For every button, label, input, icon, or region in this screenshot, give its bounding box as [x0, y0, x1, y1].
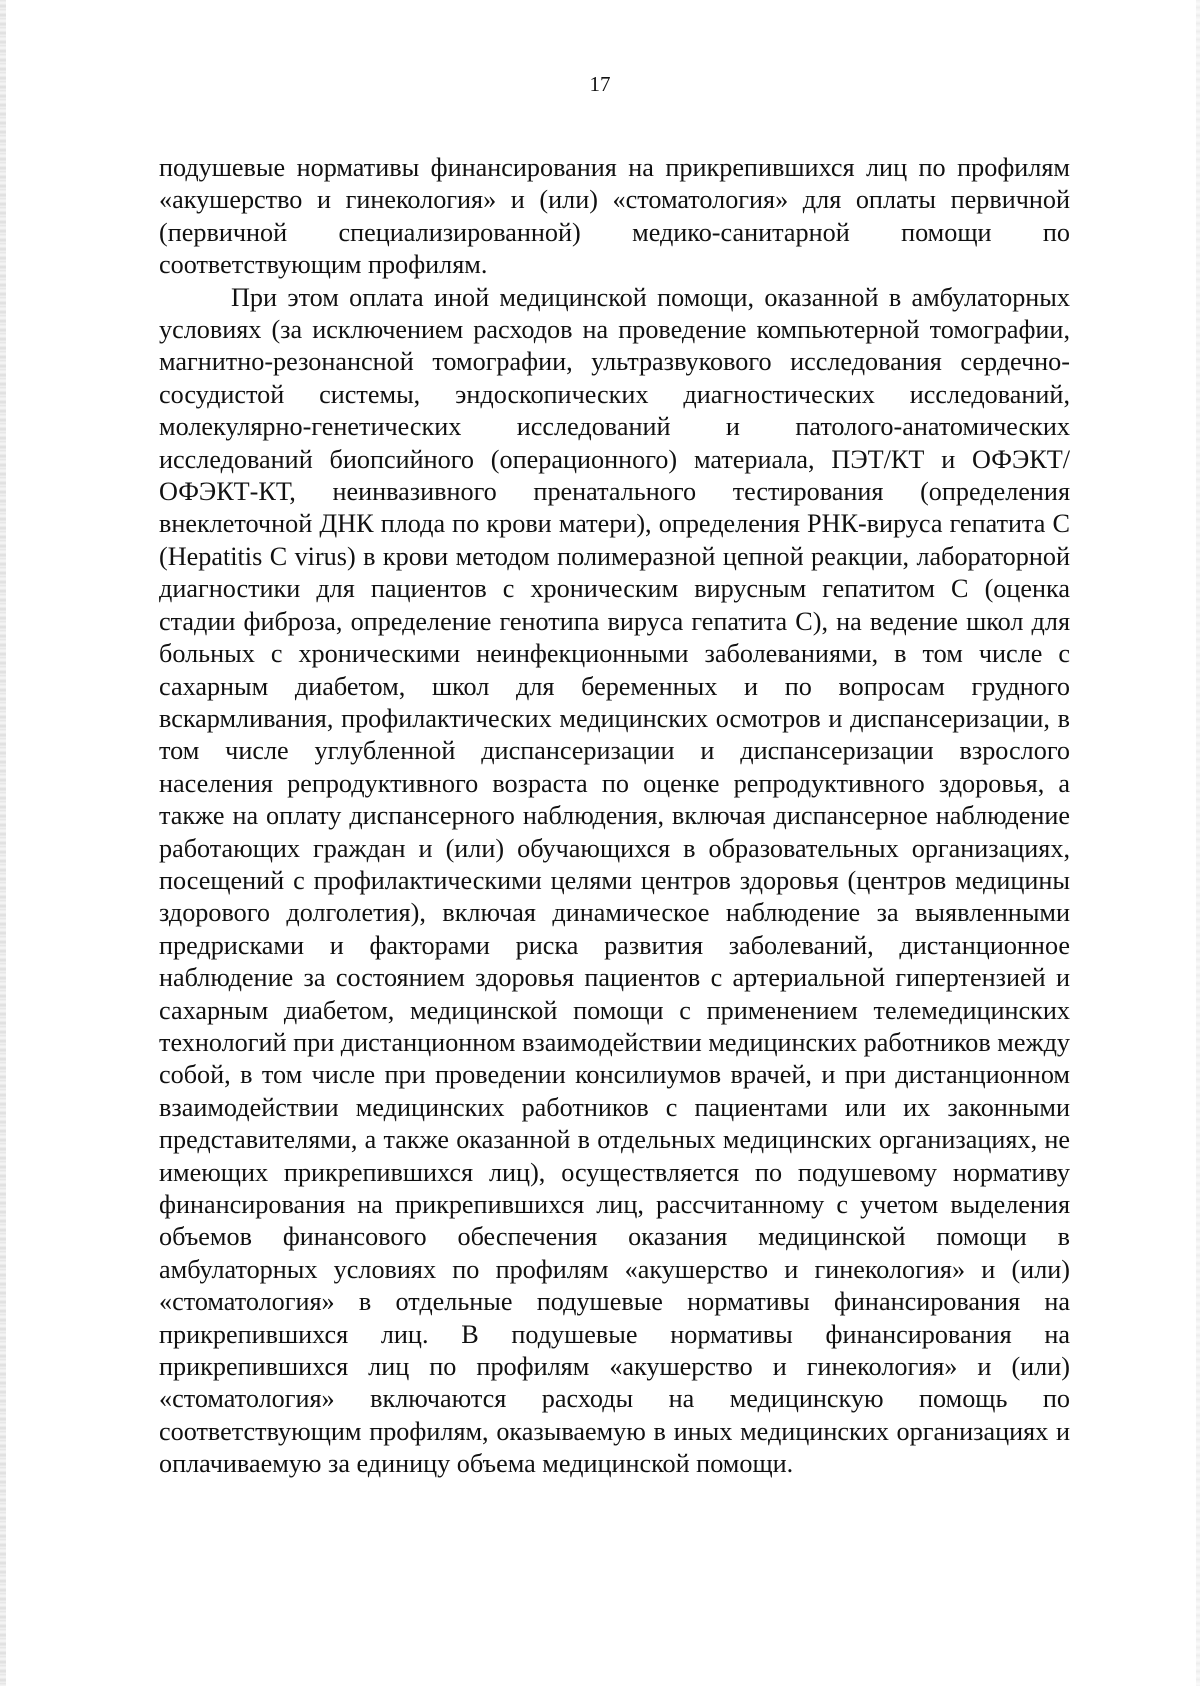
scan-edge-right — [1196, 0, 1200, 1686]
page-number: 17 — [589, 72, 611, 96]
paragraph-continuation: подушевые нормативы финансирования на прикрепившихся лиц по профилям «акушерство и гинекология» и (или) «стоматология» для оплаты первичной (первичной специализированной) медико-санитарной помощи по соответствующим профилям. — [159, 153, 1070, 280]
paragraph-payment-terms: При этом оплата иной медицинской помощи, оказанной в амбулаторных условиях (за исключением расходов на проведение компьютерной томографии, магнитно-резонансной томографии, ультразвукового исследования сердечно-сосудистой системы, эндоскопических диагностических исследований, молекулярно-генетических исследований и патолого-анатомических исследований биопсийного (операционного) материала, ПЭТ/КТ и ОФЭКТ/ОФЭКТ-КТ, неинвазивного пренатального тестирования (определения внеклеточной ДНК плода по крови матери), определения РНК-вируса гепатита С (Hepatitis C virus) в крови методом полимеразной цепной реакции, лабораторной диагностики для пациентов с хроническим вирусным гепатитом С (оценка стадии фиброза, определение генотипа вируса гепатита С), на ведение школ для больных с хроническими неинфекционными заболеваниями, в том числе с сахарным диабетом, школ для беременных и по вопросам грудного вскармливания, профилактических медицинских осмотров и диспансеризации, в том числе углубленной диспансеризации и диспансеризации взрослого населения репродуктивного возраста по оценке репродуктивного здоровья, а также на оплату диспансерного наблюдения, включая диспансерное наблюдение работающих граждан и (или) обучающихся в образовательных организациях, посещений с профилактическими целями центров здоровья (центров медицины здорового долголетия), включая динамическое наблюдение за выявленными предрисками и факторами риска развития заболеваний, дистанционное наблюдение за состоянием здоровья пациентов с артериальной гипертензией и сахарным диабетом, медицинской помощи с применением телемедицинских технологий при дистанционном взаимодействии медицинских работников между собой, в том числе при проведении консилиумов врачей, и при дистанционном взаимодействии медицинских работников с пациентами или их законными представителями, а также оказанной в отдельных медицинских организациях, не имеющих прикрепившихся лиц), осуществляется по подушевому нормативу финансирования на прикрепившихся лиц, рассчитанному с учетом выделения объемов финансового обеспечения оказания медицинской помощи в амбулаторных условиях по профилям «акушерство и гинекология» и (или) «стоматология» в отдельные подушевые нормативы финансирования на прикрепившихся лиц. В подушевые нормативы финансирования на прикрепившихся лиц по профилям «акушерство и гинекология» и (или) «стоматология» включаются расходы на медицинскую помощь по соответствующим профилям, оказываемую в иных медицинских организациях и оплачиваемую за единицу объема медицинской помощи. — [159, 282, 1070, 1479]
document-body — [159, 152, 1070, 1481]
scan-edge-left — [0, 0, 6, 1686]
